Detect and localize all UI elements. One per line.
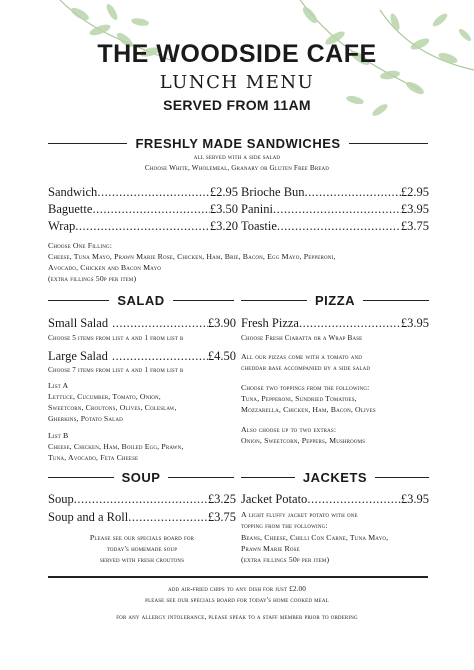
menu-item-soup [48,492,236,507]
item-name: Baguette [48,202,93,216]
served-from: SERVED FROM 11AM [163,97,311,113]
list-b-line-1: Cheese, Chicken, Ham, Boiled Egg, Prawn, [48,442,184,451]
menu-item-baguette [48,202,238,217]
pizza-base-note: Choose Fresh Ciabatta or a Wrap Base [241,334,363,342]
footer-line-3: for any allergy intolerance, please speak to a staff member prior to ordering [116,613,358,621]
leader-dots [299,316,401,331]
item-price: £3.95 [400,316,429,330]
leader-dots [307,492,401,507]
leader-dots [74,492,208,507]
pizza-heading-text: PIZZA [314,293,356,308]
heading-rule [48,143,127,145]
filling-title: Choose One Filling: [48,241,113,250]
heading-rule [48,300,109,302]
item-name: Jacket Potato [241,492,308,506]
list-b-line-2: Tuna, Avocado, Feta Cheese [48,453,139,462]
leader-dots [108,349,208,364]
item-price: £3.50 [209,202,238,216]
menu-item-toastie [241,219,429,234]
menu-item-panini [241,202,429,217]
leader-dots [92,202,209,217]
leader-dots [305,185,401,200]
list-a-title: List A [48,381,69,390]
item-price: £3.20 [209,219,238,233]
heading-rule [375,477,429,479]
soup-note-3: served with fresh croutons [99,555,185,564]
sandwiches-heading-text: FRESHLY MADE SANDWICHES [135,136,341,151]
leader-dots [273,202,401,217]
menu-title: LUNCH MENU [159,72,315,93]
menu-item-wrap [48,219,238,234]
sandwiches-sub1: all served with a side salad [193,153,281,161]
item-name: Fresh Pizza [241,316,299,330]
sandwiches-sub2: Choose White, Wholemeal, Granary or Gluten Free Bread [144,164,330,172]
item-name: Brioche Bun [241,185,305,199]
jacket-desc-1: A light fluffy jacket potato with one [241,510,358,519]
menu-item-large-salad [48,349,236,364]
item-price: £3.90 [207,316,236,330]
menu-item-fresh-pizza [241,316,429,331]
jacket-desc-2: topping from the following: [241,521,328,530]
menu-item-jacket-potato [241,492,429,507]
list-a-line-3: Gherkins, Potato Salad [48,414,123,423]
heading-rule [241,477,295,479]
salad-heading [48,293,234,308]
item-price: £4.50 [207,349,236,363]
item-price: £2.95 [400,185,429,199]
item-name: Panini [241,202,273,216]
leader-dots [277,219,401,234]
leader-dots [97,185,210,200]
item-price: £3.75 [400,219,429,233]
leader-dots [108,316,208,331]
list-a-line-2: Sweetcorn, Croutons, Olives, Coleslaw, [48,403,177,412]
pizza-extra-1: Also choose up to two extras: [241,425,337,434]
pizza-toppings-2: Tuna, Pepperoni, Sundried Tomatoes, [241,394,357,403]
item-price: £3.25 [207,492,236,506]
jackets-heading-text: JACKETS [302,470,368,485]
item-name: Sandwich [48,185,98,199]
menu-item-sandwich [48,185,238,200]
soup-note-2: today's homemade soup [106,544,178,553]
jacket-desc-4: Prawn Marie Rose [241,544,300,553]
jacket-desc-5: (extra fillings 50p per item) [241,555,330,564]
heading-rule [173,300,234,302]
item-name: Soup [48,492,74,506]
pizza-note-1: All our pizzas come with a tomato and [241,352,363,361]
salad-heading-text: SALAD [117,293,165,308]
item-price: £3.75 [207,510,236,524]
heading-rule [168,477,234,479]
small-salad-note: Choose 5 items from list a and 1 from list b [48,334,184,342]
heading-rule [48,477,114,479]
jackets-heading [241,470,429,485]
pizza-extra-2: Onion, Sweetcorn, Peppers, Mushrooms [241,436,366,445]
footer-line-2: please see our specials board for today's home cooked meal [145,596,329,604]
item-name: Toastie [241,219,277,233]
list-b-title: List B [48,431,69,440]
soup-note-1: Please see our specials board for [89,533,195,542]
jacket-desc-3: Beans, Cheese, Chilli Con Carne, Tuna Mayo, [241,533,389,542]
item-price: £3.95 [400,492,429,506]
list-a-line-1: Lettuce, Cucumber, Tomato, Onion, [48,392,161,401]
footer-line-1: add air-fried chips to any dish for just £2.00 [167,585,307,593]
item-name: Large Salad [48,349,108,363]
heading-rule [241,300,307,302]
menu-item-soup-and-roll [48,510,236,525]
item-name: Wrap [48,219,76,233]
leader-dots [128,510,208,525]
menu-item-small-salad [48,316,236,331]
leader-dots [75,219,210,234]
filling-line-2: Avocado, Chicken and Bacon Mayo [48,263,162,272]
menu-item-brioche-bun [241,185,429,200]
soup-heading [48,470,234,485]
heading-rule [363,300,429,302]
item-price: £3.95 [400,202,429,216]
footer-rule [48,576,428,578]
sandwiches-heading [48,136,428,151]
item-price: £2.95 [209,185,238,199]
large-salad-note: Choose 7 items from list a and 1 from list b [48,366,184,374]
pizza-note-2: cheddar base accompanied by a side salad [241,363,371,372]
pizza-heading [241,293,429,308]
soup-heading-text: SOUP [121,470,161,485]
cafe-name: THE WOODSIDE CAFE [97,40,377,68]
pizza-toppings-3: Mozzarella, Chicken, Ham, Bacon, Olives [241,405,376,414]
item-name: Soup and a Roll [48,510,129,524]
pizza-toppings-1: Choose two toppings from the following: [241,383,370,392]
heading-rule [349,143,428,145]
filling-line-3: (extra fillings 50p per item) [48,274,137,283]
item-name: Small Salad [48,316,109,330]
filling-line-1: Cheese, Tuna Mayo, Prawn Marie Rose, Chicken, Ham, Brie, Bacon, Egg Mayo, Pepperoni, [48,252,336,261]
